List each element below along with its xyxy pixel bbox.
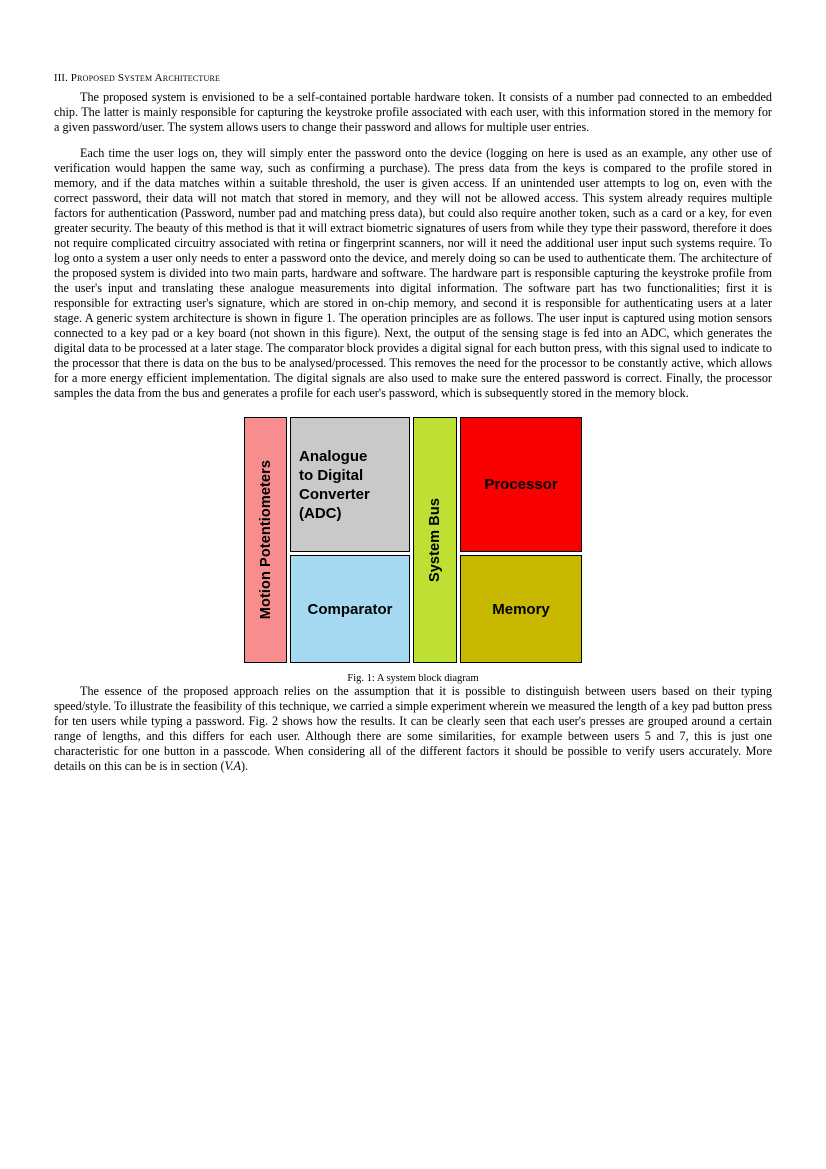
diagram-middle-column — [290, 417, 410, 663]
figure-1 — [54, 417, 772, 684]
block-processor-label: Processor — [484, 476, 558, 493]
block-processor — [460, 417, 582, 552]
paragraph-2: Each time the user logs on, they will simply enter the password onto the device (logging on here is used as an example, any other use of verification would happen the same way, such as confirming a purchase). The press data from the keys is compared to the profile stored in memory, and if the data matches within a suitable threshold, the user is given access. If an unintended user attempts to log on, even with the correct password, their data will not match that stored in memory, and they will not be allowed access. This system already requires multiple factors for authentication (Password, number pad and matching press data), but could also require another token, such as a card or a key, for even greater security. The beauty of this method is that it will extract biometric signatures of users from while they type their password, therefore it does not require complicated circuitry associated with retina or fingerprint scanners, nor will it need the additional user input such systems require. To log onto a system a user only needs to enter a password onto the device, and merely doing so can be used to authenticate them. The architecture of the proposed system is divided into two main parts, hardware and software. The hardware part is responsible capturing the keystroke profile from the user's input and translating these analogue measurements into digital information. The software part has two functionalities; first it is responsible for extracting user's signature, which are stored in on-chip memory, and second it is responsible for authenticating users at a later stage. A generic system architecture is shown in figure 1. The operation principles are as follows. The user input is captured using motion sensors connected to a key pad or a key board (not shown in this figure). Next, the output of the sensing stage is fed into an ADC, which generates the digital data to be processed at a later stage. The comparator block provides a digital signal for each button press, with this signal used to indicate to the processor that there is data on the bus to be analysed/processed. This removes the need for the processor to be constantly active, which allows for a more energy efficient implementation. The digital signals are also used to make sure the entered password is correct. Finally, the processor samples the data from the bus and generates a profile for each user's password, which is subsequently stored in the memory block. — [54, 146, 772, 400]
block-motion-potentiometers — [244, 417, 287, 663]
diagram-right-column — [460, 417, 582, 663]
block-comparator — [290, 555, 410, 663]
block-memory — [460, 555, 582, 663]
section-heading — [54, 72, 772, 84]
block-adc-label — [299, 447, 370, 523]
section-reference: V.A — [224, 759, 241, 773]
block-adc-line-2: to Digital — [299, 466, 364, 484]
paragraph-1: The proposed system is envisioned to be a self-contained portable hardware token. It consists of a number pad connected to an embedded chip. The latter is mainly responsible for capturing the keystroke profile associated with each user, with this information stored in the memory for a given password/user. The system allows users to change their password and allows for multiple user entries. — [54, 90, 772, 134]
block-adc-line-3: Converter — [299, 485, 370, 503]
paragraph-3-text: The essence of the proposed approach relies on the assumption that it is possible to distinguish between users based on their typing speed/style. To illustrate the feasibility of this technique, we carried a simple experiment wherein we measured the length of a key pad button press for ten users while typing a password. Fig. 2 shows how the results. It can be clearly seen that each user's presses are grouped around a certain range of lengths, and this differs for each user. Although there are some similarities, for example between users 5 and 7, this is just one characteristic for one button in a passcode. When considering all of the different factors it should be possible to verify users accurately. More details on this can be is in section ( — [54, 684, 772, 773]
block-comparator-label: Comparator — [307, 600, 393, 618]
block-system-bus-label: System Bus — [427, 497, 443, 582]
block-motion-potentiometers-label: Motion Potentiometers — [257, 460, 274, 620]
section-number: III. — [54, 73, 68, 84]
block-adc-line-1: Analogue — [299, 447, 368, 465]
paragraph-3 — [54, 684, 772, 774]
paragraph-3-tail: ). — [240, 759, 249, 773]
block-memory-label: Memory — [492, 600, 550, 618]
section-title: Proposed System Architecture — [70, 72, 221, 84]
block-adc-line-4: (ADC) — [299, 504, 342, 522]
page-content — [54, 72, 772, 774]
block-system-bus — [413, 417, 457, 663]
block-adc — [290, 417, 410, 552]
figure-caption: Fig. 1: A system block diagram — [347, 673, 479, 684]
system-block-diagram — [244, 417, 582, 663]
